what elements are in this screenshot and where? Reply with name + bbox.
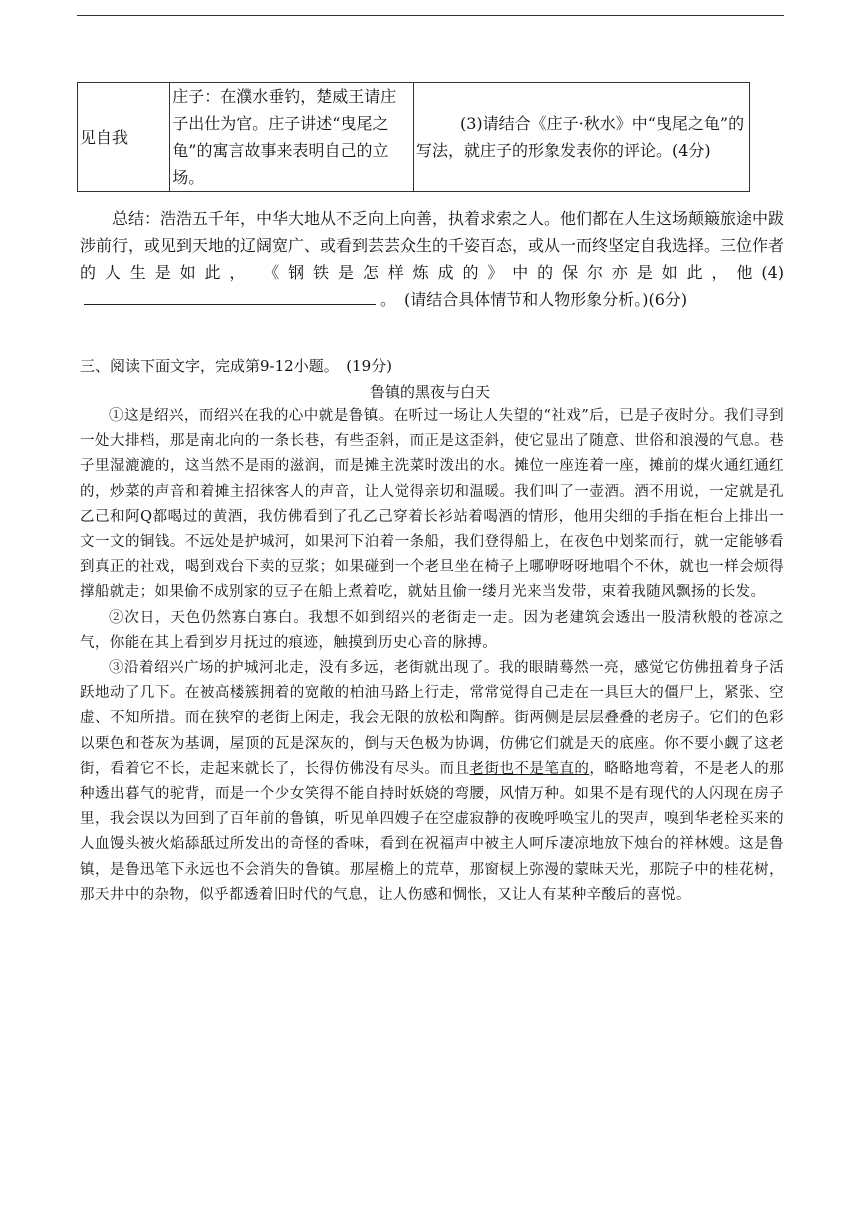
summary-block bbox=[80, 205, 784, 313]
underlined-phrase: 老街也不是笔直的 bbox=[469, 760, 590, 777]
summary-text: 总结：浩浩五千年，中华大地从不乏向上向善，执着求索之人。他们都在人生这场颠簸旅途中跋涉前行，或见到天地的辽阔宽广、或看到芸芸众生的千姿百态，或从一而终坚定自我选择。三位作者的人生是如此， 《钢铁是怎样炼成的》中的保尔亦是如此，他(4) bbox=[80, 209, 785, 282]
paragraph-3-part-b: ，略略地弯着，不是老人的那种透出暮气的驼背，而是一个少女笑得不能自持时妖娆的弯腰，风情万种。如果不是有现代的人闪现在房子里，我会误以为回到了百年前的鲁镇，听见单四嫂子在空虚寂静的夜晚呼唤宝儿的哭声，嗅到华老栓买来的人血馒头被火焰舔舐过所发出的奇怪的香味，看到在祝福声中被主人呵斥凄凉地放下烛台的祥林嫂。这是鲁镇，是鲁迅笔下永远也不会消失的鲁镇。那屋檐上的荒草，那窗棂上弥漫的蒙昧天光，那院子中的桂花树，那天井中的杂物，似乎都透着旧时代的气息，让人伤感和惆怅，又让人有某种辛酸后的喜悦。 bbox=[80, 760, 784, 903]
paragraph-1: ①这是绍兴，而绍兴在我的心中就是鲁镇。在听过一场让人失望的“社戏”后，已是子夜时分。我们寻到一处大排档，那是南北向的一条长巷，有些歪斜，而正是这歪斜，使它显出了随意、世俗和浪漫的气息。巷子里湿漉漉的，这当然不是雨的滋润，而是摊主洗菜时泼出的水。摊位一座连着一座，摊前的煤火通红通红的，炒菜的声音和着摊主招徕客人的声音，让人觉得亲切和温暖。我们叫了一壶酒。酒不用说，一定就是孔乙己和阿Q都喝过的黄酒，我仿佛看到了孔乙己穿着长衫站着喝酒的情形，他用尖细的手指在柜台上排出一文一文的铜钱。不远处是护城河，如果河下泊着一条船，我们登得船上，在夜色中划桨而行，就一定能够看到真正的社戏，喝到戏台下卖的豆浆；如果碰到一个老旦坐在椅子上哪咿呀呀地唱个不休，就也一样会烦得撑船就走；如果偷不成别家的豆子在船上煮着吃，就姑且偷一缕月光来当发带，束着我随风飘扬的长发。 bbox=[80, 408, 784, 601]
summary-instruction: 。 (请结合具体情节和人物形象分析。)(6分) bbox=[380, 290, 688, 309]
row-question bbox=[413, 83, 749, 192]
question-text: (3)请结合《庄子·秋水》中“曳尾之龟”的写法，就庄子的形象发表你的评论。(4分) bbox=[415, 114, 745, 160]
section-heading: 三、阅读下面文字，完成第9-12小题。 (19分) bbox=[80, 357, 392, 375]
paragraph-2: ②次日，天色仍然寡白寡白。我想不如到绍兴的老街走一走。因为老建筑会透出一股清秋般的苍凉之气，你能在其上看到岁月抚过的痕迹，触摸到历史心音的脉搏。 bbox=[80, 609, 784, 651]
row-content: 庄子：在濮水垂钓，楚威王请庄子出仕为官。庄子讲述“曳尾之龟”的寓言故事来表明自己的立场。 bbox=[170, 83, 414, 192]
paragraph-3 bbox=[80, 656, 784, 908]
table-row bbox=[78, 83, 750, 192]
header-rule bbox=[77, 15, 784, 16]
answer-blank[interactable] bbox=[84, 286, 376, 305]
article-body bbox=[80, 404, 784, 908]
article-title: 鲁镇的黑夜与白天 bbox=[369, 383, 490, 401]
row-label: 见自我 bbox=[78, 83, 170, 192]
comparison-table bbox=[77, 82, 750, 192]
paragraph-3-part-a: ③沿着绍兴广场的护城河北走，没有多远，老街就出现了。我的眼睛蓦然一亮，感觉它仿佛扭着身子活跃地动了几下。在被高楼簇拥着的宽敞的柏油马路上行走，常常觉得自己走在一具巨大的僵尸上，紧张、空虚、不知所措。而在狭窄的老街上闲走，我会无限的放松和陶醉。街两侧是层层叠叠的老房子。它们的色彩以栗色和苍灰为基调，屋顶的瓦是深灰的，倒与天色极为协调，仿佛它们就是天的底座。你不要小觑了这老街，看着它不长，走起来就长了，长得仿佛没有尽头。而且 bbox=[80, 660, 784, 777]
